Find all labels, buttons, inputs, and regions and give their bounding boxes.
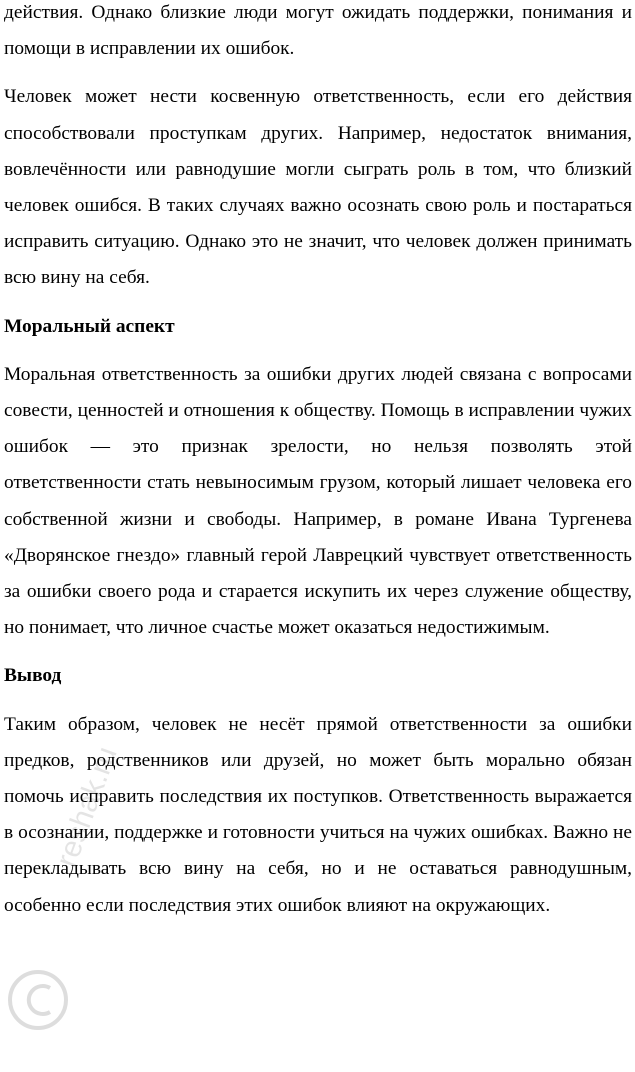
paragraph-conclusion: Таким образом, человек не несёт прямой ответственности за ошибки предков, родственников или друзей, но может быть морально обязан помочь исправить последствия их поступков. Ответственность выражается в осознании, поддержке и готовности учиться на чужих ошибках. Важно не перекладывать всю вину на себя, но и не оставаться равнодушным, особенно если последствия этих ошибок влияют на окружающих. — [4, 713, 632, 916]
document-page — [4, 0, 632, 924]
paragraph-moral-responsibility: Моральная ответственность за ошибки других людей связана с вопросами совести, ценностей и отношения к обществу. Помощь в исправлении чужих ошибок — это признак зрелости, но нельзя позволять этой ответственности стать невыносимым грузом, который лишает человека его собственной жизни и свободы. Например, в романе Ивана Тургенева «Дворянское гнездо» главный герой Лаврецкий чувствует ответственность за ошибки своего рода и старается искупить их через служение обществу, но понимает, что личное счастье может оказаться недостижимым. — [4, 363, 632, 639]
heading-conclusion: Вывод — [4, 665, 62, 687]
paragraph-gap — [4, 67, 632, 79]
paragraph-intro-continuation: действия. Однако близкие люди могут ожидать поддержки, понимания и помощи в исправлении их ошибок. — [4, 2, 632, 60]
paragraph-gap — [4, 297, 632, 309]
watermark-text: reshak.ru — [50, 742, 124, 872]
paragraph-gap — [4, 646, 632, 658]
copyright-icon — [0, 930, 90, 1050]
paragraph-gap — [4, 695, 632, 707]
paragraph-gap — [4, 345, 632, 357]
heading-moral-aspect: Моральный аспект — [4, 315, 175, 337]
paragraph-indirect-responsibility: Человек может нести косвенную ответственность, если его действия способствовали проступкам других. Например, недостаток внимания, вовлечённости или равнодушие могли сыграть роль в том, что близкий человек ошибся. В таких случаях важно осознать свою роль и постараться исправить ситуацию. Однако это не значит, что человек должен принимать всю вину на себя. — [4, 86, 632, 289]
